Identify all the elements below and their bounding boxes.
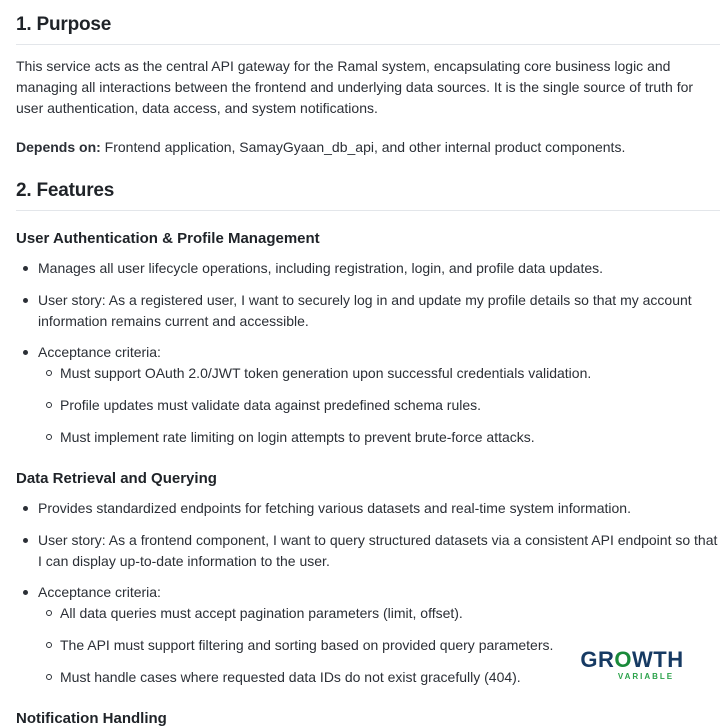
list-item: Acceptance criteria: xyxy=(38,582,718,603)
features-heading: 2. Features xyxy=(16,180,720,211)
purpose-paragraph: This service acts as the central API gateway for the Ramal system, encapsulating core business logic and managing all interactions between the frontend and underlying data sources. It is the single source of truth for user authentication, data access, and system notifications. xyxy=(16,58,694,116)
criteria-item: Must handle cases where requested data IDs do not exist gracefully (404). xyxy=(60,667,710,688)
depends-on-text: Frontend application, SamayGyaan_db_api, and other internal product components. xyxy=(100,139,626,155)
depends-on-line xyxy=(16,137,706,158)
section-title-auth: User Authentication & Profile Management xyxy=(16,230,320,247)
criteria-item: Profile updates must validate data against predefined schema rules. xyxy=(60,395,710,416)
criteria-item: Must support OAuth 2.0/JWT token generation upon successful credentials validation. xyxy=(60,363,710,384)
list-item: Acceptance criteria: xyxy=(38,342,718,363)
list-item: Provides standardized endpoints for fetching various datasets and real-time system information. xyxy=(38,498,718,519)
purpose-heading: 1. Purpose xyxy=(16,14,720,45)
growth-variable-logo xyxy=(568,648,696,682)
logo-tagline: VARIABLE xyxy=(617,672,675,681)
criteria-item: All data queries must accept pagination parameters (limit, offset). xyxy=(60,603,710,624)
list-item: Manages all user lifecycle operations, including registration, login, and profile data updates. xyxy=(38,258,718,279)
list-item: User story: As a registered user, I want to securely log in and update my profile details so that my account information remains current and accessible. xyxy=(38,290,718,332)
depends-on-label: Depends on: xyxy=(16,139,101,155)
criteria-item: Must implement rate limiting on login attempts to prevent brute-force attacks. xyxy=(60,427,710,448)
section-title-data: Data Retrieval and Querying xyxy=(16,470,217,487)
logo-wordmark: GROWTH xyxy=(580,647,684,672)
list-item: User story: As a frontend component, I want to query structured datasets via a consistent API endpoint so that I can display up-to-date information to the user. xyxy=(38,530,718,572)
section-title-notification: Notification Handling xyxy=(16,710,167,727)
criteria-item: The API must support filtering and sorting based on provided query parameters. xyxy=(60,635,710,656)
